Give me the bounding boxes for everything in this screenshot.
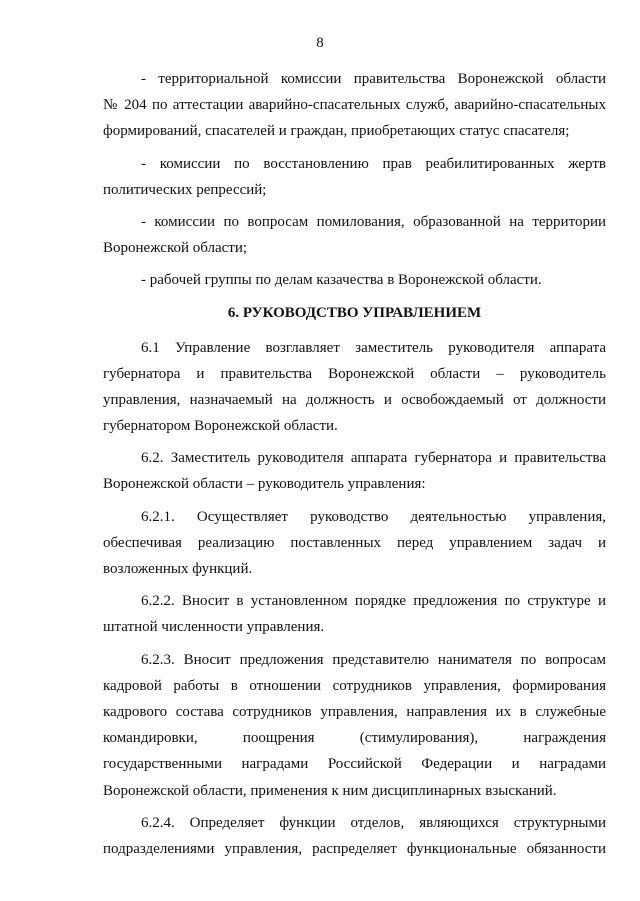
text-line: командировки, поощрения (стимулирования), награждения: [103, 730, 606, 747]
text-line: - рабочей группы по делам казачества в Воронежской области.: [141, 272, 542, 289]
text-line: Воронежской области, применения к ним дисциплинарных взысканий.: [103, 782, 557, 799]
text-line: - комиссии по вопросам помилования, образованной на территории: [141, 213, 606, 230]
clause-6-2: [103, 445, 606, 497]
clause-6-2-2: [103, 588, 606, 640]
text-line: управления, назначаемый на должность и освобождаемый от должности: [103, 391, 606, 408]
text-line: штатной численности управления.: [103, 619, 325, 636]
text-line: 6.2. Заместитель руководителя аппарата губернатора и правительства: [141, 450, 606, 467]
text-line: - территориальной комиссии правительства Воронежской области: [141, 71, 606, 87]
clause-6-2-4: [103, 810, 606, 862]
text-line: кадровой работы в отношении сотрудников управления, формирования: [103, 677, 606, 694]
text-line: Воронежской области;: [103, 240, 248, 257]
document-body: [103, 66, 606, 868]
clause-6-2-1: [103, 504, 606, 583]
list-item-pardon-commission: [103, 209, 606, 261]
text-line: 6.2.3. Вносит предложения представителю нанимателя по вопросам: [141, 651, 606, 668]
page-number: 8: [316, 35, 324, 51]
text-line: 6.1 Управление возглавляет заместитель руководителя аппарата: [141, 339, 606, 356]
text-line: формирований, спасателей и граждан, приобретающих статус спасателя;: [103, 123, 570, 140]
text-line: губернатором Воронежской области.: [103, 418, 338, 435]
list-item-territorial-commission: [103, 66, 606, 145]
section-heading: 6. РУКОВОДСТВО УПРАВЛЕНИЕМ: [227, 304, 482, 321]
text-line: 6.2.4. Определяет функции отделов, являющихся структурными: [141, 814, 606, 831]
text-line: 6.2.1. Осуществляет руководство деятельностью управления,: [141, 508, 606, 525]
text-line: 6.2.2. Вносит в установленном порядке предложения по структуре и: [141, 593, 606, 610]
text-line: политических репрессий;: [103, 181, 267, 198]
text-line: обеспечивая реализацию поставленных перед управлением задач и: [103, 534, 606, 551]
text-line: Воронежской области – руководитель управления:: [103, 476, 426, 493]
clause-6-2-3: [103, 647, 606, 804]
text-line: возложенных функций.: [103, 561, 253, 577]
text-line: кадрового состава сотрудников управления, направления их в служебные: [103, 703, 606, 720]
text-line: государственными наградами Российской Федерации и наградами: [103, 756, 606, 773]
list-item-cossack-working-group: [103, 267, 606, 293]
text-line: - комиссии по восстановлению прав реабилитированных жертв: [141, 155, 606, 172]
text-line: № 204 по аттестации аварийно-спасательных служб, аварийно-спасательных: [103, 97, 606, 114]
text-line: губернатора и правительства Воронежской области – руководитель: [103, 365, 606, 382]
clause-6-1: [103, 335, 606, 440]
list-item-rehabilitation-commission: [103, 151, 606, 203]
text-line: подразделениями управления, распределяет функциональные обязанности: [103, 840, 606, 857]
